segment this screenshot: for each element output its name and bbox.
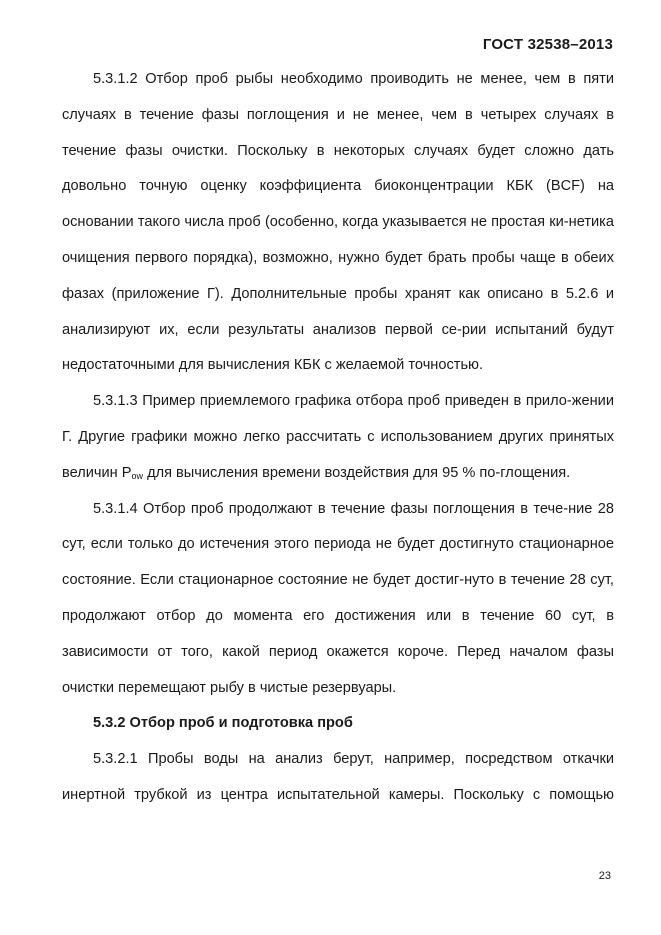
subscript-ow: ow	[131, 470, 144, 481]
paragraph-text: для вычисления времени воздействия для 95 % по-глощения.	[143, 464, 571, 481]
paragraph-5-3-1-2: 5.3.1.2 Отбор проб рыбы необходимо проиводить не менее, чем в пяти случаях в течение фазы поглощения и не менее, чем в четырех случаях в течение фазы очистки. Поскольку в некоторых случаях будет сложно дать довольно точную оценку коэффициента биоконцентрации КБК (BCF) на основании такого числа проб (особенно, когда указывается не простая ки-нетика очищения первого порядка), возможно, нужно будет брать пробы чаще в обеих фазах (приложение Г). Дополнительные пробы хранят как описано в 5.2.6 и анализируют их, если результаты анализов первой се-рии испытаний будут недостаточными для вычисления КБК с желаемой точностью.	[62, 71, 614, 374]
paragraph-5-3-1-4: 5.3.1.4 Отбор проб продолжают в течение фазы поглощения в тече-ние 28 сут, если только до истечения этого периода не будет достигнуто стационарное состояние. Если стационарное состояние не будет достиг-нуто в течение 28 сут, продолжают отбор до момента его достижения или в течение 60 сут, в зависимости от того, какой период окажется короче. Перед началом фазы очистки перемещают рыбу в чистые резервуары.	[62, 500, 614, 696]
paragraph-text: 5.3.1.3 Пример приемлемого графика отбора проб приведен в прило-жении Г. Другие графики можно легко рассчитать с использованием других принятых величин P	[62, 393, 614, 481]
page-number: 23	[598, 870, 611, 882]
standard-header: ГОСТ 32538–2013	[482, 36, 613, 53]
document-body	[62, 62, 614, 814]
paragraph-5-3-2-1: 5.3.2.1 Пробы воды на анализ берут, например, посредством откачки инертной трубкой из центра испытательной камеры. Поскольку с помощью	[62, 751, 614, 803]
paragraph-5-3-1-3	[62, 384, 614, 491]
section-heading-5-3-2: 5.3.2 Отбор проб и подготовка проб	[93, 715, 353, 732]
